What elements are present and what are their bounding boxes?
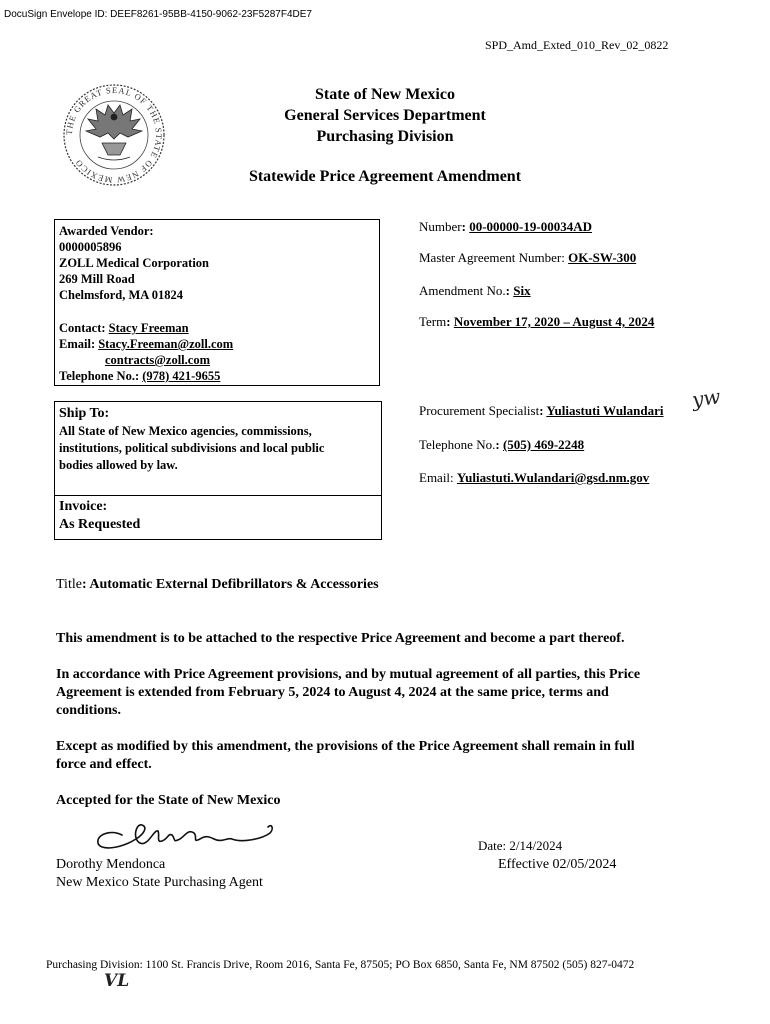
body-paragraph-2-line2: Agreement is extended from February 5, 2024 to August 4, 2024 at the same price, terms and	[56, 685, 609, 700]
agreement-title-value: Automatic External Defibrillators & Accessories	[89, 577, 379, 592]
divider	[55, 495, 381, 496]
amendment-number: Amendment No.: Six	[419, 283, 531, 298]
body-paragraph-1: This amendment is to be attached to the respective Price Agreement and become a part thereof.	[56, 631, 625, 646]
document-code: SPD_Amd_Exted_010_Rev_02_0822	[485, 38, 669, 52]
footer-address: Purchasing Division: 1100 St. Francis Drive, Room 2016, Santa Fe, 87505; PO Box 6850, Santa Fe, NM 87502 (505) 827-0472	[46, 959, 635, 971]
docusign-envelope-id: DocuSign Envelope ID: DEEF8261-95BB-4150-9062-23F5287F4DE7	[4, 9, 312, 20]
body-paragraph-2-line3: conditions.	[56, 703, 121, 718]
master-agreement-number: Master Agreement Number: OK-SW-300	[419, 250, 637, 265]
agreement-number-value: 00-00000-19-00034AD	[469, 219, 592, 234]
footer-initials-handwritten: VL	[104, 971, 130, 991]
ship-to-label: Ship To:	[59, 406, 110, 421]
effective-date: Effective 02/05/2024	[498, 857, 617, 872]
ship-to-line2: institutions, political subdivisions and local public	[59, 441, 325, 455]
specialist-phone: Telephone No.: (505) 469-2248	[419, 437, 585, 452]
body-paragraph-3-line2: force and effect.	[56, 757, 152, 772]
header-division: Purchasing Division	[316, 128, 454, 145]
vendor-phone-number: (978) 421-9655	[142, 369, 221, 383]
specialist-initials-handwritten: yw	[690, 384, 722, 412]
body-paragraph-3-line1: Except as modified by this amendment, the provisions of the Price Agreement shall remain in full	[56, 739, 635, 754]
agreement-title: Title: Automatic External Defibrillators & Accessories	[56, 577, 379, 592]
invoice-value: As Requested	[59, 517, 141, 532]
vendor-contact-name: Stacy Freeman	[108, 321, 189, 335]
invoice-label: Invoice:	[59, 499, 108, 514]
signer-title: New Mexico State Purchasing Agent	[56, 875, 263, 890]
vendor-phone: Telephone No.: (978) 421-9655	[59, 369, 221, 383]
agreement-term-value: November 17, 2020 – August 4, 2024	[453, 314, 655, 329]
vendor-email-2[interactable]: contracts@zoll.com	[105, 353, 210, 367]
vendor-address-line2: Chelmsford, MA 01824	[59, 288, 183, 302]
master-agreement-value: OK-SW-300	[568, 250, 637, 265]
vendor-box	[54, 219, 380, 386]
header-department: General Services Department	[284, 107, 486, 124]
vendor-email: Email: Stacy.Freeman@zoll.com	[59, 337, 234, 351]
signature-image	[92, 815, 282, 859]
agreement-number: Number: 00-00000-19-00034AD	[419, 219, 592, 234]
ship-to-invoice-box	[54, 401, 382, 540]
header-state: State of New Mexico	[315, 86, 455, 103]
accepted-statement: Accepted for the State of New Mexico	[56, 793, 281, 808]
signer-name: Dorothy Mendonca	[56, 857, 166, 872]
specialist-phone-number: (505) 469-2248	[502, 437, 585, 452]
specialist-email-address[interactable]: Yuliastuti.Wulandari@gsd.nm.gov	[456, 470, 650, 485]
vendor-address-line1: 269 Mill Road	[59, 272, 135, 286]
ship-to-line1: All State of New Mexico agencies, commissions,	[59, 424, 312, 438]
body-paragraph-2-line1: In accordance with Price Agreement provisions, and by mutual agreement of all parties, this Price	[56, 667, 641, 682]
signature-date: Date: 2/14/2024	[478, 838, 563, 853]
seal-text: THE GREAT SEAL OF THE STATE OF NEW MEXICO	[63, 84, 165, 186]
procurement-specialist-name: Yuliastuti Wulandari	[546, 403, 664, 418]
agreement-term: Term: November 17, 2020 – August 4, 2024	[419, 314, 655, 329]
amendment-number-value: Six	[513, 283, 531, 298]
page-title: Statewide Price Agreement Amendment	[248, 168, 522, 185]
vendor-contact: Contact: Stacy Freeman	[59, 321, 189, 335]
procurement-specialist: Procurement Specialist: Yuliastuti Wulandari	[419, 403, 664, 418]
vendor-email-1[interactable]: Stacy.Freeman@zoll.com	[98, 337, 234, 351]
specialist-email: Email: Yuliastuti.Wulandari@gsd.nm.gov	[419, 470, 650, 485]
ship-to-line3: bodies allowed by law.	[59, 458, 178, 472]
vendor-id: 0000005896	[59, 240, 122, 254]
vendor-label: Awarded Vendor:	[59, 224, 154, 238]
vendor-name: ZOLL Medical Corporation	[59, 256, 209, 270]
